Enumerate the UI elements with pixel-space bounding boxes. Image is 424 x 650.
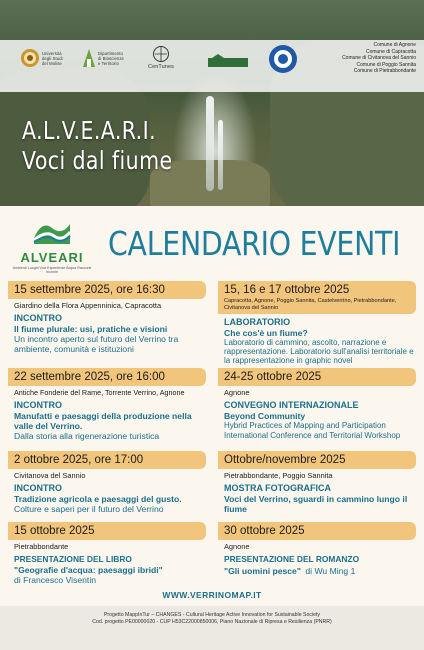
university-seal-icon <box>20 48 40 68</box>
partner-logo-strip <box>0 40 424 92</box>
event-kind: INCONTRO <box>14 313 62 323</box>
university-logo <box>20 48 63 68</box>
event-card <box>218 451 416 514</box>
centunes-logo <box>148 45 174 70</box>
event-place: Pietrabbondante <box>14 542 69 551</box>
event-kind: PRESENTAZIONE DEL LIBRO <box>14 554 132 564</box>
event-title: Beyond Community <box>224 411 306 421</box>
event-date-bar <box>8 522 206 540</box>
event-kind: CONVEGNO INTERNAZIONALE <box>224 400 359 410</box>
event-place: Agnone <box>224 542 250 551</box>
municipality-name: Comune di Poggio Sannita <box>356 61 416 68</box>
event-description: Un incontro aperto sul futuro del Verrino tra ambiente, comunità e istituzioni <box>14 334 179 354</box>
department-logo-icon <box>82 48 96 68</box>
event-title: Manufatti e paesaggi della produzione nella valle del Verrino. <box>14 411 192 431</box>
municipality-name: Comune di Capracotta <box>365 48 416 55</box>
hero-banner <box>0 0 424 206</box>
event-date: 2 ottobre 2025, ore 17:00 <box>14 454 144 466</box>
event-description: Hybrid Practices of Mapping and Participation International Conference and Territorial Workshop <box>224 421 401 440</box>
alveari-logo-word: ALVEARI <box>20 250 84 265</box>
event-description: di Francesco Visentin <box>14 575 97 585</box>
event-place: Capracotta, Agnone, Poggio Sannita, Castelverrino, Pietrabbondante, Civitanova del Sannio <box>224 298 397 311</box>
event-date: 24-25 ottobre 2025 <box>224 371 322 383</box>
house-logo-icon <box>208 54 248 68</box>
municipality-name: Comune di Civitanova del Sannio <box>342 55 416 62</box>
municipalities-list <box>342 42 416 75</box>
event-place: Antiche Fonderie del Rame, Torrente Verrino, Agnone <box>14 388 185 397</box>
alveari-logo-subtitle: Ambienti Luoghi Voci Esperienze Acqua Racconti Incontri <box>12 266 92 275</box>
event-card <box>8 522 206 585</box>
alveari-logo <box>12 218 92 278</box>
waterfall-shape <box>218 120 223 190</box>
department-name: Dipartimento di Bioscienze e Territorio <box>98 50 124 66</box>
event-card <box>8 368 206 441</box>
event-title: Tradizione agricola e paesaggi del gusto. <box>14 494 182 504</box>
event-date: 30 ottobre 2025 <box>224 525 305 537</box>
footer-line: Progetto MappInTur – CHANGES - Cultural Heritage Active Innovation for Sustainable Society <box>103 612 321 618</box>
round-seal-icon <box>268 44 298 74</box>
event-place: Giardino della Flora Appenninica, Capracotta <box>14 301 162 310</box>
event-card <box>8 451 206 514</box>
event-date: 15, 16 e 17 ottobre 2025 <box>224 284 350 296</box>
event-title: "Geografie d'acqua: paesaggi ibridi" <box>14 565 163 575</box>
event-place: Civitanova del Sannio <box>14 471 86 480</box>
event-card <box>218 281 416 366</box>
municipality-name: Comune di Pietrabbondante <box>353 68 416 75</box>
department-logo <box>82 48 124 68</box>
event-title: Voci del Verrino, sguardi in cammino lungo il fiume <box>224 494 408 514</box>
event-card <box>8 281 206 354</box>
university-name: Università degli Studi del Molise <box>42 50 63 66</box>
centunes-logo-icon <box>152 45 170 63</box>
waterfall-shape <box>206 96 214 191</box>
event-date-bar <box>218 451 416 469</box>
website-link[interactable]: WWW.VERRINOMAP.IT <box>162 590 262 600</box>
event-date: 22 settembre 2025, ore 16:00 <box>14 371 165 383</box>
event-title: "Gli uomini pesce" <box>224 566 301 576</box>
event-card <box>218 522 416 576</box>
municipality-name: Comune di Agnone <box>373 42 416 48</box>
round-seal-logo <box>268 44 298 74</box>
footer-line: Cod. progetto PE00000020 - CUP H53C22000850006, Piano Nazionale di Ripresa e Resilienza (PNRR) <box>92 619 332 625</box>
event-date: 15 ottobre 2025 <box>14 525 95 537</box>
hero-title <box>22 116 172 176</box>
event-place: Agnone <box>224 388 250 397</box>
calendar-title: CALENDARIO EVENTI <box>108 224 401 263</box>
event-date-bar <box>218 281 416 314</box>
event-kind: MOSTRA FOTOGRAFICA <box>224 483 331 493</box>
event-description: Colture e saperi per il futuro del Verrino <box>14 504 164 514</box>
alveari-logo-icon <box>32 218 72 246</box>
mohouse-logo <box>208 54 248 68</box>
event-kind: INCONTRO <box>14 400 62 410</box>
centunes-name: CenTunes <box>148 64 174 70</box>
event-kind: PRESENTAZIONE DEL ROMANZO <box>224 554 360 564</box>
event-date-bar <box>8 281 206 299</box>
event-kind: INCONTRO <box>14 483 62 493</box>
event-kind: LABORATORIO <box>224 316 291 327</box>
hero-title-line1: A.L.V.E.A.R.I. <box>22 116 157 145</box>
event-place: Pietrabbondante, Poggio Sannita <box>224 471 333 480</box>
event-title-line <box>218 565 416 576</box>
event-description: Dalla storia alla rigenerazione turistica <box>14 431 160 441</box>
event-date-bar <box>218 368 416 386</box>
event-date-bar <box>8 451 206 469</box>
event-card <box>218 368 416 440</box>
event-description: di Wu Ming 1 <box>305 566 356 576</box>
event-date: 15 settembre 2025, ore 16:30 <box>14 284 165 296</box>
event-description: Laboratorio di cammino, ascolto, narrazione e rappresentazione. Laboratorio sull'analisi territoriale e la rappresentazione in graphic novel <box>224 337 414 366</box>
event-date: Ottobre/novembre 2025 <box>224 454 346 466</box>
event-date-bar <box>218 522 416 540</box>
footer <box>0 606 424 650</box>
event-title: Il fiume plurale: usi, pratiche e visioni <box>14 324 168 334</box>
hero-title-line2: Voci dal fiume <box>22 146 173 175</box>
event-title: Che cos'è un fiume? <box>224 327 308 338</box>
event-date-bar <box>8 368 206 386</box>
